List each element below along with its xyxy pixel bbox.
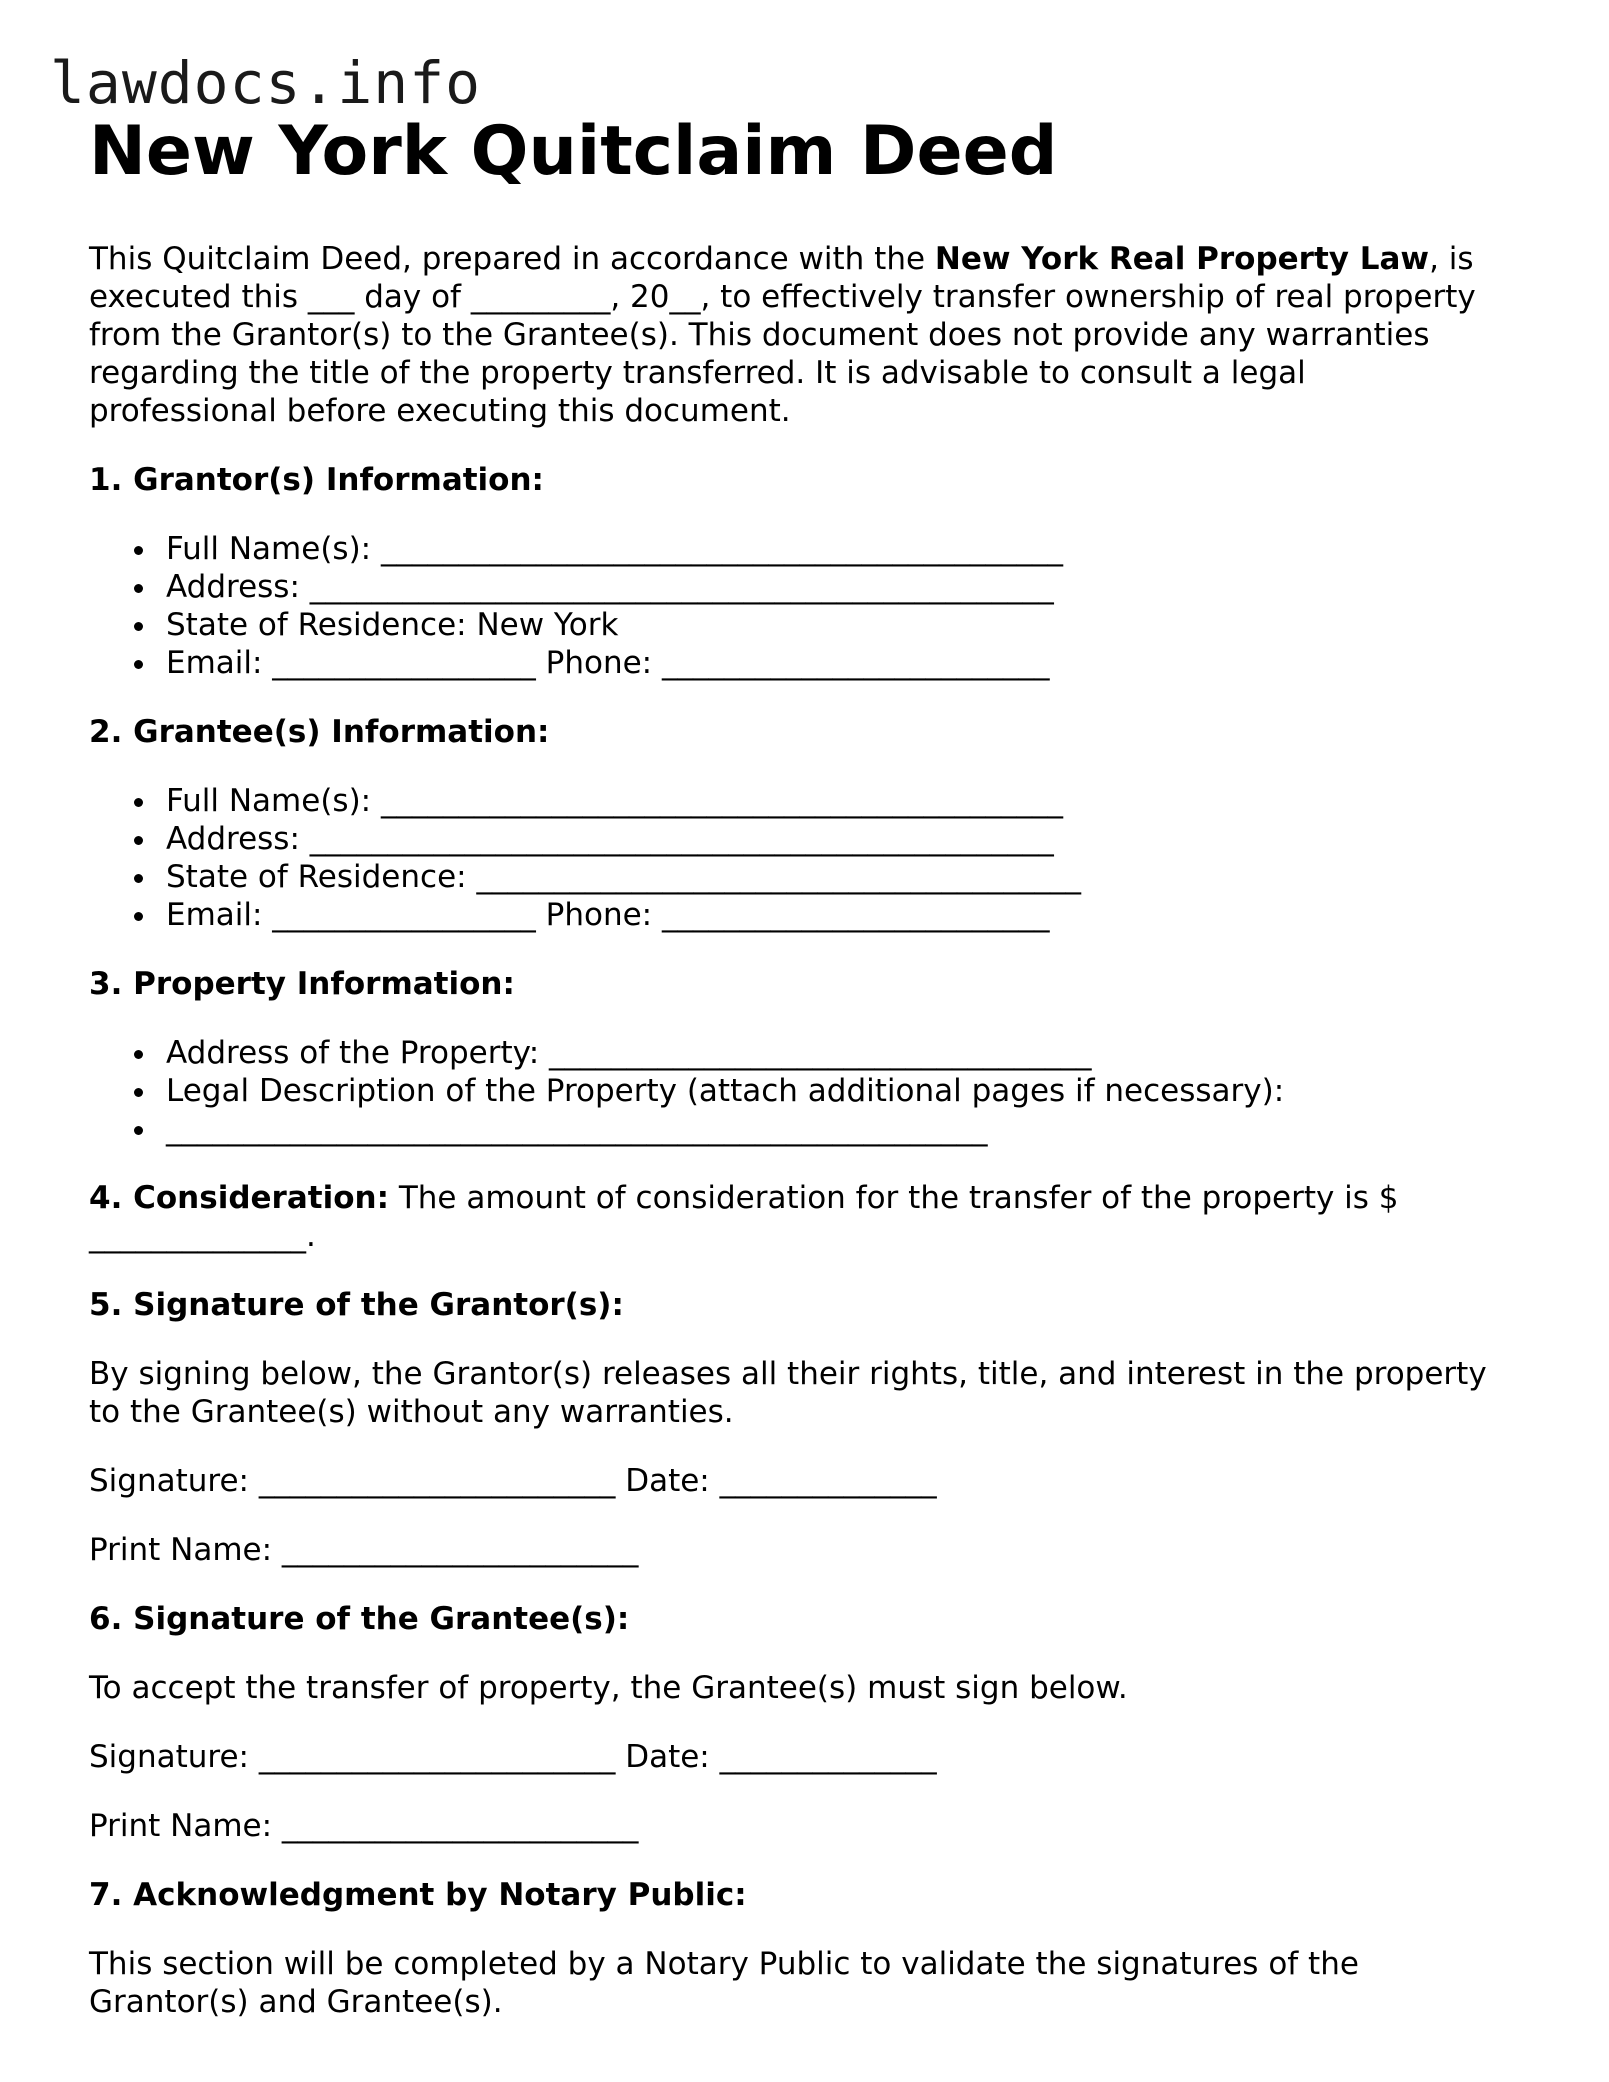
notary-paragraph <box>89 1945 1529 2021</box>
grantee-state-field[interactable]: State of Residence: _______________________________________ <box>89 858 1529 896</box>
grantee-print-name-field[interactable]: Print Name: _______________________ <box>89 1808 639 1844</box>
grantor-signature-date-field[interactable]: Signature: _______________________ Date: ______________ <box>89 1463 937 1499</box>
grantee-signature-date-field[interactable]: Signature: _______________________ Date: ______________ <box>89 1739 937 1775</box>
intro-paragraph <box>89 240 1529 430</box>
property-legal-description-label: Legal Description of the Property (attach additional pages if necessary): <box>89 1072 1529 1110</box>
section-heading-grantee: 2. Grantee(s) Information: <box>89 714 550 750</box>
grantor-state-field: State of Residence: New York <box>89 606 1529 644</box>
intro-line: from the Grantor(s) to the Grantee(s). This document does not provide any warranties <box>89 317 1430 353</box>
consideration-section <box>89 1179 1529 1255</box>
grantee-info-list <box>89 782 1529 934</box>
section-heading-property: 3. Property Information: <box>89 966 515 1002</box>
grantee-signature-text: To accept the transfer of property, the Grantee(s) must sign below. <box>89 1670 1128 1706</box>
notary-text: Grantor(s) and Grantee(s). <box>89 1984 503 2020</box>
document-body <box>89 112 1529 2021</box>
grantor-email-phone-field[interactable]: Email: _________________ Phone: _________________________ <box>89 644 1529 682</box>
grantor-signature-paragraph <box>89 1355 1529 1431</box>
section-heading-grantor-signature: 5. Signature of the Grantor(s): <box>89 1287 624 1323</box>
property-address-field[interactable]: Address of the Property: ___________________________________ <box>89 1034 1529 1072</box>
property-info-list <box>89 1034 1529 1148</box>
grantor-address-field[interactable]: Address: ________________________________________________ <box>89 568 1529 606</box>
grantor-signature-text: By signing below, the Grantor(s) releases all their rights, title, and interest in the property <box>89 1356 1487 1392</box>
law-name: New York Real Property Law <box>934 241 1430 277</box>
section-heading-consideration: 4. Consideration: <box>89 1180 389 1216</box>
intro-text: This Quitclaim Deed, prepared in accordance with the <box>89 241 935 277</box>
intro-line: professional before executing this document. <box>89 393 791 429</box>
grantee-full-name-field[interactable]: Full Name(s): ____________________________________________ <box>89 782 1529 820</box>
site-watermark: lawdocs.info <box>50 49 482 117</box>
grantee-address-field[interactable]: Address: ________________________________________________ <box>89 820 1529 858</box>
section-heading-grantee-signature: 6. Signature of the Grantee(s): <box>89 1601 630 1637</box>
consideration-text: The amount of consideration for the transfer of the property is $ <box>388 1180 1399 1216</box>
grantor-full-name-field[interactable]: Full Name(s): ____________________________________________ <box>89 530 1529 568</box>
grantee-email-phone-field[interactable]: Email: _________________ Phone: _________________________ <box>89 896 1529 934</box>
intro-text: , is <box>1429 241 1474 277</box>
notary-text: This section will be completed by a Notary Public to validate the signatures of the <box>89 1946 1359 1982</box>
section-heading-notary: 7. Acknowledgment by Notary Public: <box>89 1877 747 1913</box>
consideration-amount-field[interactable]: ______________. <box>89 1218 316 1254</box>
intro-line: executed this ___ day of _________, 20__, to effectively transfer ownership of real property <box>89 279 1476 315</box>
grantor-print-name-field[interactable]: Print Name: _______________________ <box>89 1532 639 1568</box>
property-legal-description-field[interactable]: _____________________________________________________ <box>89 1110 1529 1148</box>
section-heading-grantor: 1. Grantor(s) Information: <box>89 462 544 498</box>
intro-line: regarding the title of the property transferred. It is advisable to consult a legal <box>89 355 1306 391</box>
grantor-signature-text: to the Grantee(s) without any warranties. <box>89 1394 734 1430</box>
grantor-info-list <box>89 530 1529 682</box>
document-title: New York Quitclaim Deed <box>89 112 1058 191</box>
